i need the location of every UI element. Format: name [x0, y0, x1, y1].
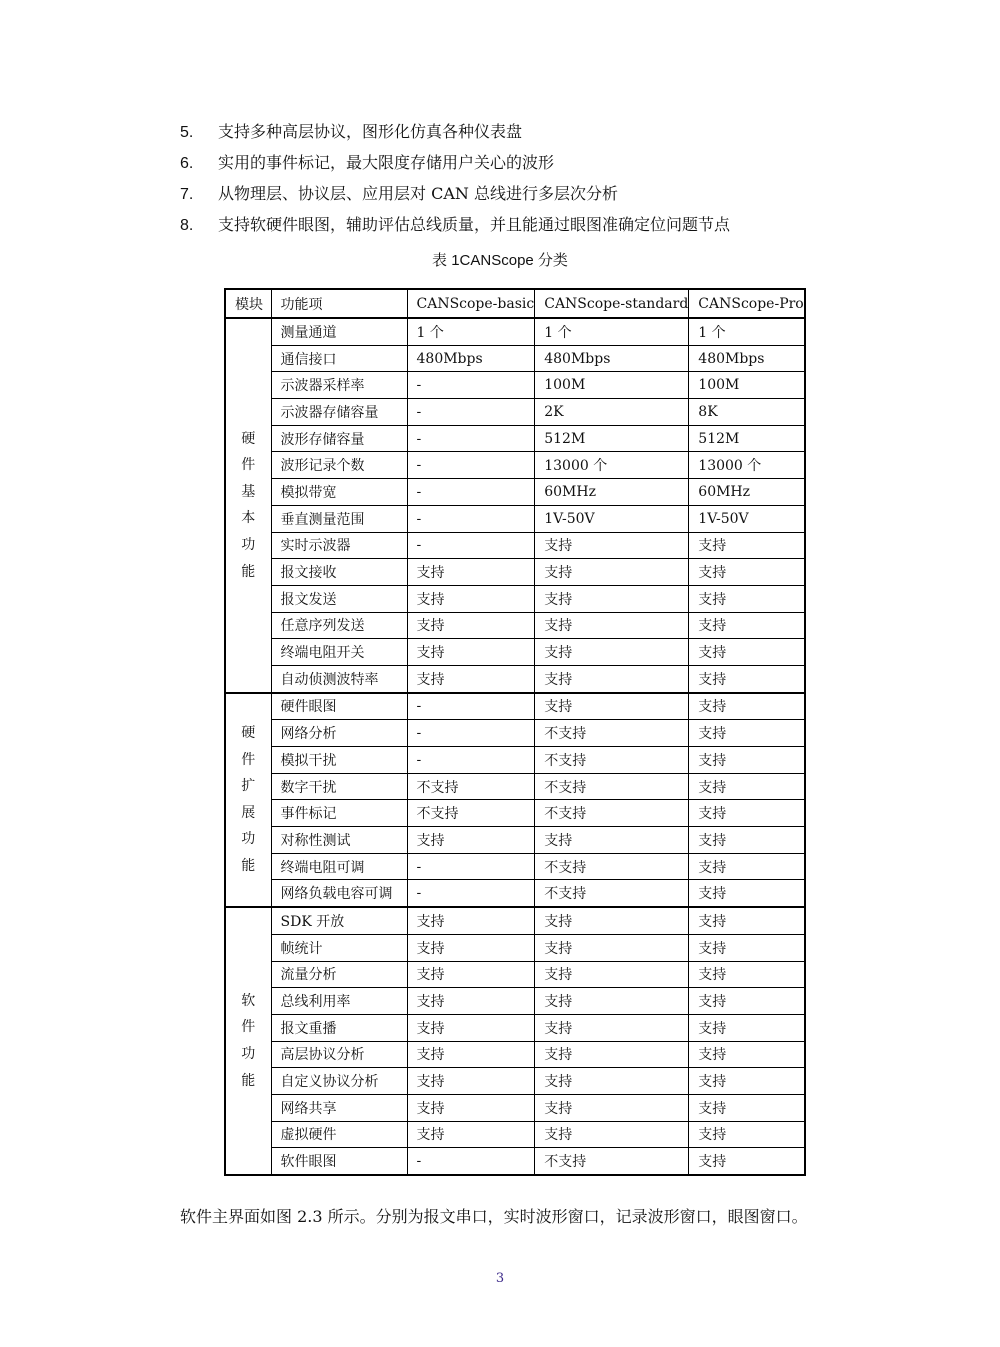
feature-cell: 流量分析: [271, 961, 407, 988]
standard-cell: 支持: [535, 532, 689, 559]
feature-cell: 帧统计: [271, 934, 407, 961]
table-row: [225, 665, 805, 692]
pro-cell: 支持: [689, 934, 805, 961]
basic-cell: 支持: [407, 1068, 535, 1095]
basic-cell: 不支持: [407, 773, 535, 800]
feature-cell: 软件眼图: [271, 1148, 407, 1175]
table-row: [225, 585, 805, 612]
basic-cell: 支持: [407, 1014, 535, 1041]
pro-cell: 支持: [689, 1014, 805, 1041]
feature-cell: 数字干扰: [271, 773, 407, 800]
pro-cell: 支持: [689, 612, 805, 639]
basic-cell: -: [407, 505, 535, 532]
module-label-char: 功: [241, 1046, 256, 1063]
pro-cell: 1 个: [689, 318, 805, 345]
feature-cell: 硬件眼图: [271, 693, 407, 720]
pro-cell: 支持: [689, 559, 805, 586]
standard-cell: 13000 个: [535, 452, 689, 479]
pro-cell: 支持: [689, 880, 805, 907]
feature-cell: 自动侦测波特率: [271, 665, 407, 692]
standard-cell: 100M: [535, 372, 689, 399]
standard-cell: 支持: [535, 827, 689, 854]
basic-cell: 支持: [407, 988, 535, 1015]
standard-cell: 不支持: [535, 773, 689, 800]
standard-cell: 支持: [535, 1041, 689, 1068]
table-row: [225, 318, 805, 345]
table-row: [225, 747, 805, 774]
table-row: [225, 612, 805, 639]
feature-cell: 网络分析: [271, 720, 407, 747]
list-item-number: 6.: [180, 155, 194, 172]
feature-cell: 任意序列发送: [271, 612, 407, 639]
module-group-label: [225, 318, 271, 693]
module-label-char: 功: [241, 536, 256, 553]
feature-cell: 报文重播: [271, 1014, 407, 1041]
basic-cell: 支持: [407, 907, 535, 934]
table-row: [225, 988, 805, 1015]
pro-cell: 1V-50V: [689, 505, 805, 532]
table-row: [225, 1068, 805, 1095]
list-item: [180, 116, 900, 147]
table-row: [225, 345, 805, 372]
standard-cell: 不支持: [535, 747, 689, 774]
basic-cell: 支持: [407, 559, 535, 586]
basic-cell: -: [407, 747, 535, 774]
module-label-char: 件: [241, 751, 256, 768]
basic-cell: 1 个: [407, 318, 535, 345]
table-row: [225, 532, 805, 559]
standard-cell: 支持: [535, 612, 689, 639]
pro-cell: 支持: [689, 720, 805, 747]
table-row: [225, 693, 805, 720]
standard-cell: 支持: [535, 559, 689, 586]
header-standard: CANScope-standard: [535, 289, 689, 318]
header-pro: CANScope-Pro: [689, 289, 805, 318]
table-row: [225, 452, 805, 479]
table-row: [225, 425, 805, 452]
feature-cell: 虚拟硬件: [271, 1121, 407, 1148]
table-header-row: [225, 289, 805, 318]
list-item-text: 从物理层、协议层、应用层对 CAN 总线进行多层次分析: [218, 184, 618, 203]
table-row: [225, 1014, 805, 1041]
table-row: [225, 880, 805, 907]
pro-cell: 支持: [689, 1041, 805, 1068]
basic-cell: -: [407, 425, 535, 452]
basic-cell: -: [407, 1148, 535, 1175]
page-number: 3: [495, 1271, 505, 1286]
basic-cell: 支持: [407, 1041, 535, 1068]
basic-cell: -: [407, 880, 535, 907]
module-label-char: 本: [241, 510, 256, 527]
standard-cell: 支持: [535, 693, 689, 720]
pro-cell: 支持: [689, 532, 805, 559]
module-label-char: 硬: [241, 725, 256, 742]
table-row: [225, 559, 805, 586]
module-group-label: [225, 693, 271, 908]
pro-cell: 支持: [689, 988, 805, 1015]
table-row: [225, 479, 805, 506]
feature-cell: 网络负载电容可调: [271, 880, 407, 907]
feature-cell: 高层协议分析: [271, 1041, 407, 1068]
feature-cell: 实时示波器: [271, 532, 407, 559]
feature-cell: 对称性测试: [271, 827, 407, 854]
standard-cell: 支持: [535, 907, 689, 934]
table-row: [225, 372, 805, 399]
table-caption: 表 1CANScope 分类: [432, 252, 568, 269]
basic-cell: -: [407, 372, 535, 399]
pro-cell: 支持: [689, 800, 805, 827]
feature-cell: 测量通道: [271, 318, 407, 345]
standard-cell: 支持: [535, 988, 689, 1015]
basic-cell: 480Mbps: [407, 345, 535, 372]
module-label-char: 功: [241, 831, 256, 848]
basic-cell: 支持: [407, 934, 535, 961]
table-row: [225, 773, 805, 800]
pro-cell: 支持: [689, 1068, 805, 1095]
pro-cell: 支持: [689, 747, 805, 774]
standard-cell: 不支持: [535, 880, 689, 907]
module-label-char: 能: [241, 858, 256, 875]
module-label-char: 展: [241, 804, 256, 821]
pro-cell: 支持: [689, 853, 805, 880]
table-row: [225, 827, 805, 854]
feature-cell: 网络共享: [271, 1094, 407, 1121]
table-row: [225, 934, 805, 961]
pro-cell: 支持: [689, 639, 805, 666]
basic-cell: 支持: [407, 961, 535, 988]
table-row: [225, 907, 805, 934]
pro-cell: 支持: [689, 1148, 805, 1175]
pro-cell: 100M: [689, 372, 805, 399]
module-label-char: 能: [241, 1072, 256, 1089]
table-row: [225, 853, 805, 880]
feature-cell: 示波器采样率: [271, 372, 407, 399]
feature-cell: 自定义协议分析: [271, 1068, 407, 1095]
standard-cell: 不支持: [535, 853, 689, 880]
pro-cell: 13000 个: [689, 452, 805, 479]
pro-cell: 支持: [689, 665, 805, 692]
feature-cell: 事件标记: [271, 800, 407, 827]
module-label-char: 硬: [241, 430, 256, 447]
standard-cell: 不支持: [535, 800, 689, 827]
standard-cell: 支持: [535, 665, 689, 692]
feature-cell: 终端电阻开关: [271, 639, 407, 666]
table-row: [225, 1148, 805, 1175]
standard-cell: 支持: [535, 961, 689, 988]
feature-list: [180, 116, 900, 240]
list-item-number: 5.: [180, 124, 194, 141]
standard-cell: 1V-50V: [535, 505, 689, 532]
header-feature: 功能项: [271, 289, 407, 318]
pro-cell: 8K: [689, 399, 805, 426]
basic-cell: -: [407, 479, 535, 506]
module-label-char: 扩: [241, 778, 256, 795]
table-row: [225, 1094, 805, 1121]
pro-cell: 支持: [689, 1121, 805, 1148]
body-paragraph: 软件主界面如图 2.3 所示。分别为报文串口，实时波形窗口，记录波形窗口，眼图窗口。: [180, 1207, 808, 1226]
feature-cell: 波形记录个数: [271, 452, 407, 479]
table-row: [225, 961, 805, 988]
list-item: [180, 178, 900, 209]
pro-cell: 支持: [689, 773, 805, 800]
standard-cell: 2K: [535, 399, 689, 426]
canscope-spec-table: [224, 288, 806, 1176]
table-row: [225, 800, 805, 827]
feature-cell: 波形存储容量: [271, 425, 407, 452]
standard-cell: 支持: [535, 1014, 689, 1041]
table-row: [225, 639, 805, 666]
header-basic: CANScope-basic: [407, 289, 535, 318]
pro-cell: 60MHz: [689, 479, 805, 506]
feature-cell: SDK 开放: [271, 907, 407, 934]
basic-cell: -: [407, 452, 535, 479]
basic-cell: -: [407, 399, 535, 426]
basic-cell: -: [407, 532, 535, 559]
feature-cell: 通信接口: [271, 345, 407, 372]
table-row: [225, 1121, 805, 1148]
standard-cell: 支持: [535, 639, 689, 666]
feature-cell: 垂直测量范围: [271, 505, 407, 532]
pro-cell: 支持: [689, 827, 805, 854]
table-row: [225, 399, 805, 426]
standard-cell: 512M: [535, 425, 689, 452]
pro-cell: 支持: [689, 961, 805, 988]
basic-cell: 支持: [407, 1094, 535, 1121]
module-label-char: 件: [241, 1019, 256, 1036]
basic-cell: 支持: [407, 1121, 535, 1148]
basic-cell: 支持: [407, 639, 535, 666]
pro-cell: 支持: [689, 693, 805, 720]
basic-cell: -: [407, 693, 535, 720]
list-item: [180, 147, 900, 178]
feature-cell: 模拟带宽: [271, 479, 407, 506]
standard-cell: 1 个: [535, 318, 689, 345]
module-label-char: 基: [241, 483, 256, 500]
table-row: [225, 720, 805, 747]
standard-cell: 支持: [535, 1068, 689, 1095]
table-row: [225, 505, 805, 532]
list-item-number: 8.: [180, 217, 194, 234]
basic-cell: 不支持: [407, 800, 535, 827]
feature-cell: 总线利用率: [271, 988, 407, 1015]
standard-cell: 支持: [535, 585, 689, 612]
list-item-text: 支持多种高层协议，图形化仿真各种仪表盘: [218, 122, 523, 141]
module-label-char: 件: [241, 457, 256, 474]
module-group-label: [225, 907, 271, 1175]
list-item: [180, 209, 900, 240]
list-item-text: 实用的事件标记，最大限度存储用户关心的波形: [218, 153, 555, 172]
standard-cell: 60MHz: [535, 479, 689, 506]
standard-cell: 不支持: [535, 1148, 689, 1175]
basic-cell: 支持: [407, 612, 535, 639]
pro-cell: 支持: [689, 1094, 805, 1121]
module-label-char: 软: [241, 992, 256, 1009]
basic-cell: -: [407, 853, 535, 880]
standard-cell: 支持: [535, 1121, 689, 1148]
header-module: 模块: [225, 289, 271, 318]
pro-cell: 支持: [689, 907, 805, 934]
pro-cell: 支持: [689, 585, 805, 612]
standard-cell: 480Mbps: [535, 345, 689, 372]
basic-cell: -: [407, 720, 535, 747]
feature-cell: 报文接收: [271, 559, 407, 586]
standard-cell: 不支持: [535, 720, 689, 747]
module-label-char: 能: [241, 563, 256, 580]
list-item-number: 7.: [180, 186, 194, 203]
basic-cell: 支持: [407, 827, 535, 854]
pro-cell: 480Mbps: [689, 345, 805, 372]
basic-cell: 支持: [407, 585, 535, 612]
basic-cell: 支持: [407, 665, 535, 692]
table-row: [225, 1041, 805, 1068]
standard-cell: 支持: [535, 934, 689, 961]
feature-cell: 终端电阻可调: [271, 853, 407, 880]
table-body: [225, 318, 805, 1175]
feature-cell: 报文发送: [271, 585, 407, 612]
list-item-text: 支持软硬件眼图，辅助评估总线质量，并且能通过眼图准确定位问题节点: [218, 215, 731, 234]
feature-cell: 示波器存储容量: [271, 399, 407, 426]
feature-cell: 模拟干扰: [271, 747, 407, 774]
pro-cell: 512M: [689, 425, 805, 452]
standard-cell: 支持: [535, 1094, 689, 1121]
